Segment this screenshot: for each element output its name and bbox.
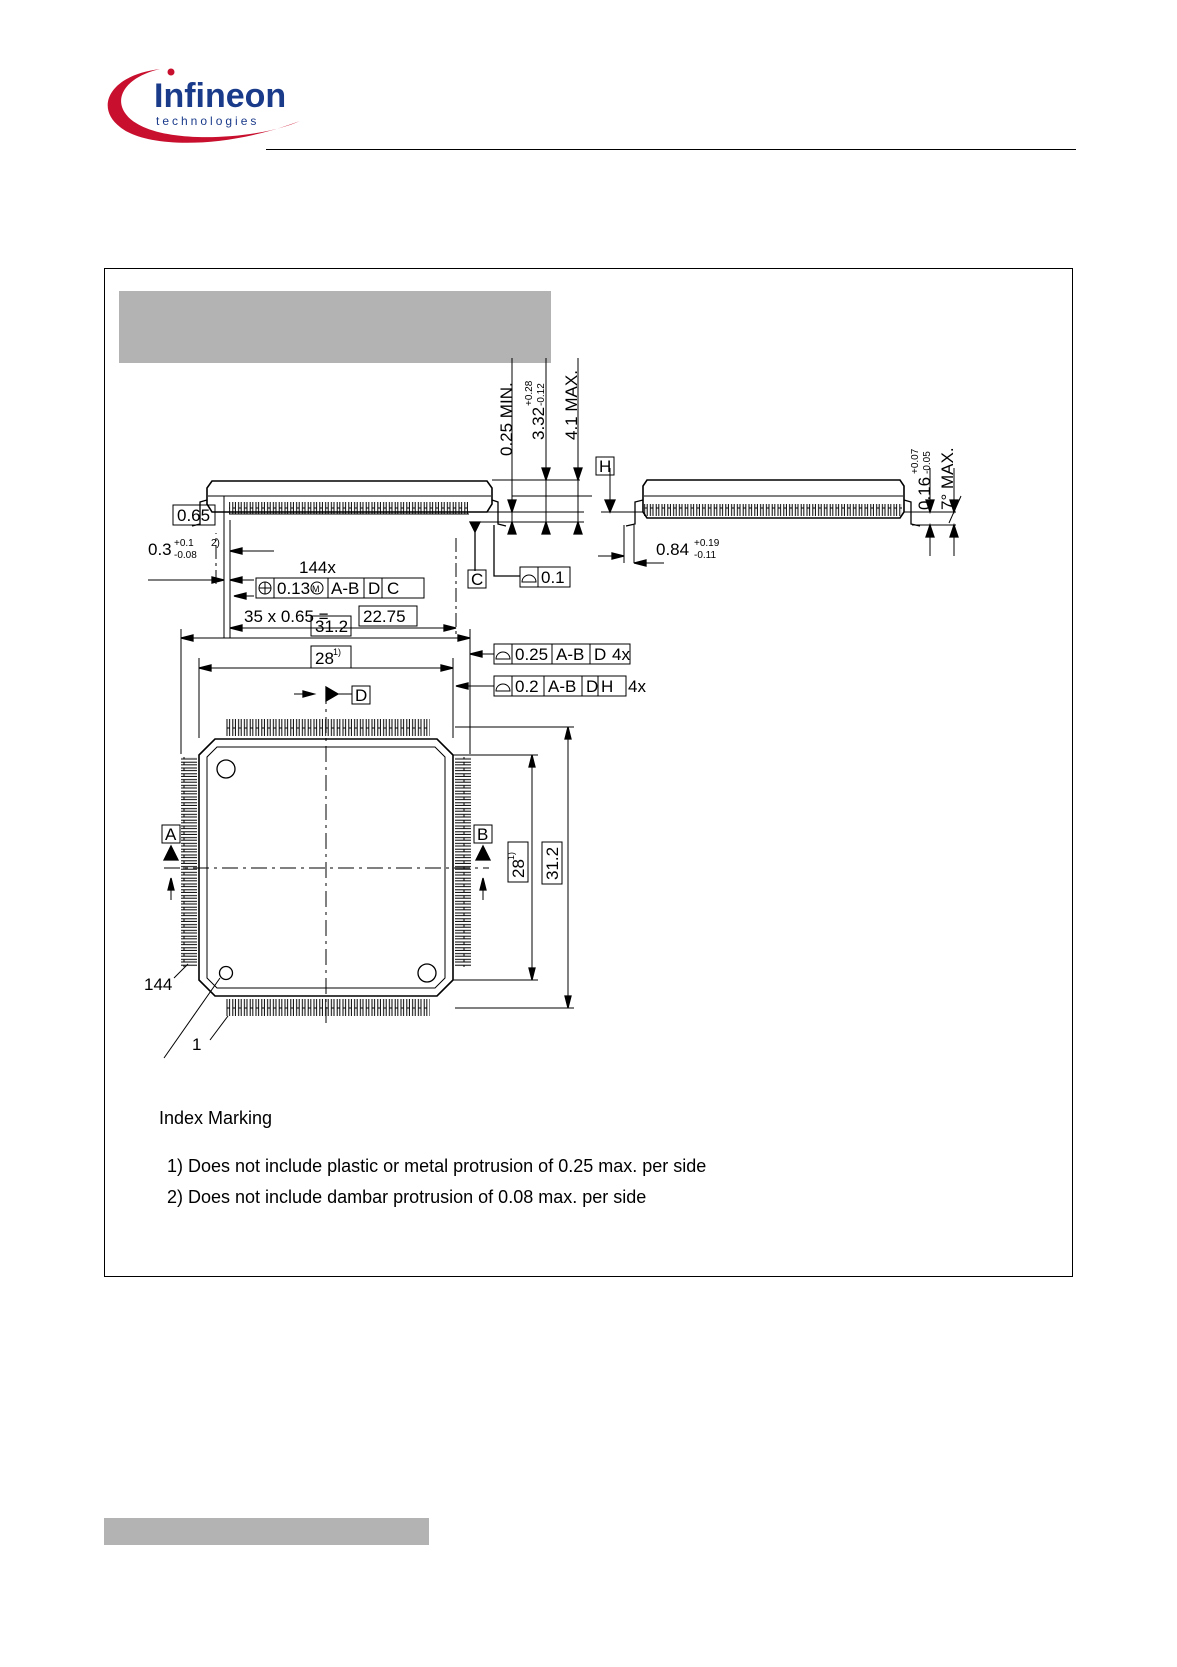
pitch-span-value: 22.75	[363, 607, 406, 626]
overall-height-label: 31.2	[543, 846, 562, 880]
lead-width-label: 0.3	[148, 540, 172, 559]
datum-b-label: B	[477, 825, 489, 844]
logo-tagline: technologies	[156, 114, 260, 128]
body-width-note: 1)	[333, 647, 342, 657]
position-tol-value: 0.13	[277, 579, 311, 598]
lead-count-label: 144x	[299, 558, 336, 577]
datum-h-label: H	[599, 457, 612, 476]
foot-tol-plus: +0.19	[694, 538, 720, 549]
dim-nominal-tol-minus: -0.12	[536, 383, 547, 406]
position-datum-3: C	[387, 579, 400, 598]
standoff-label: 0.16	[915, 476, 934, 510]
foot-length-label: 0.84	[656, 540, 690, 559]
body-height-note: 1)	[506, 851, 516, 860]
profile-2-datum-2: D	[586, 677, 599, 696]
flatness-value: 0.1	[541, 568, 565, 587]
dim-min-label: 0.25 MIN.	[497, 382, 516, 456]
profile-1-datum-2: D	[594, 645, 607, 664]
standoff-tol-minus: -0.05	[922, 451, 933, 474]
body-height-label: 28	[509, 859, 528, 878]
overall-width-label: 31.2	[315, 617, 349, 636]
svg-text:M: M	[312, 584, 320, 594]
position-datum-2: D	[368, 579, 381, 598]
datum-c-label: C	[471, 570, 484, 589]
note-1: 1) Does not include plastic or metal protrusion of 0.25 max. per side	[167, 1156, 707, 1176]
profile-2-datum-1: A-B	[548, 677, 577, 696]
lead-width-tol-minus: -0.08	[174, 550, 197, 561]
foot-tol-minus: -0.11	[694, 550, 717, 561]
dim-max-label: 4.1 MAX.	[562, 370, 581, 440]
dim-nominal-label: 3.32	[529, 406, 548, 440]
pin-144-label: 144	[144, 975, 173, 994]
end-view	[598, 468, 961, 566]
datum-d-label: D	[355, 686, 368, 705]
note-2: 2) Does not include dambar protrusion of 0.08 max. per side	[167, 1187, 647, 1207]
datum-a-label: A	[165, 825, 177, 844]
profile-1-count: 4x	[612, 645, 630, 664]
body-width-label: 28	[315, 649, 334, 668]
profile-1-value: 0.25	[515, 645, 549, 664]
position-datum-1: A-B	[331, 579, 360, 598]
pitch-label: 0.65	[177, 506, 211, 525]
logo-name: Infineon	[154, 77, 287, 115]
profile-1-datum-1: A-B	[556, 645, 585, 664]
footer-block	[104, 1518, 429, 1545]
lead-width-note: 2)	[211, 538, 220, 549]
pitch-span-prefix: 35 x 0.65 =	[244, 607, 329, 626]
dim-nominal-tol-plus: +0.28	[524, 380, 535, 406]
header-rule	[266, 149, 1076, 150]
lead-width-tol-plus: +0.1	[174, 538, 194, 549]
pin-1-label: 1	[192, 1035, 202, 1054]
infineon-logo	[100, 55, 320, 155]
index-marking-label: Index Marking	[159, 1108, 273, 1128]
standoff-tol-plus: +0.07	[910, 448, 921, 474]
angle-label: 7° MAX.	[938, 447, 957, 510]
profile-2-datum-3: H	[601, 677, 614, 696]
profile-2-count: 4x	[628, 677, 646, 696]
profile-2-value: 0.2	[515, 677, 539, 696]
